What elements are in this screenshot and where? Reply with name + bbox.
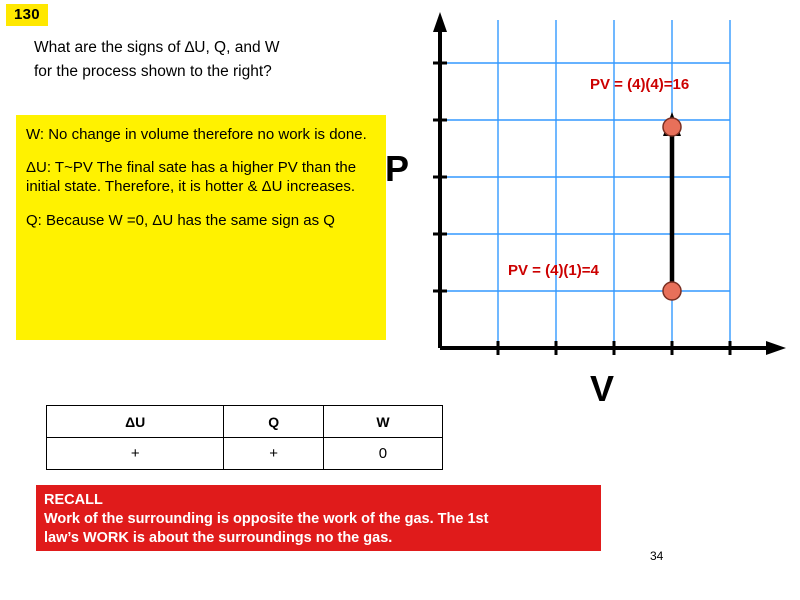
recall-title: RECALL bbox=[44, 492, 103, 508]
header-w: W bbox=[323, 406, 442, 438]
explanation-heat: Q: Because W =0, ΔU has the same sign as Q bbox=[26, 211, 335, 229]
page-number: 34 bbox=[650, 549, 664, 563]
annotation-final-pv: PV = (4)(4)=16 bbox=[590, 76, 690, 93]
question-line-1: What are the signs of ∆U, Q, and W bbox=[34, 39, 280, 56]
header-delta-u: ΔU bbox=[47, 406, 224, 438]
x-axis-label: V bbox=[590, 368, 615, 409]
recall-line-1: Work of the surrounding is opposite the work of the gas. The 1st bbox=[44, 511, 489, 528]
slide-number-badge: 130 bbox=[6, 4, 48, 26]
header-q: Q bbox=[224, 406, 324, 438]
explanation-work: W: No change in volume therefore no work is done. bbox=[26, 126, 367, 143]
final-state-point bbox=[663, 118, 681, 136]
question-text bbox=[34, 36, 394, 84]
x-axis-arrowhead bbox=[766, 341, 786, 355]
value-delta-u: + bbox=[47, 438, 224, 470]
question-line-2: for the process shown to the right? bbox=[34, 63, 272, 81]
table-row bbox=[47, 438, 443, 470]
value-w: 0 bbox=[323, 438, 442, 470]
recall-box bbox=[36, 485, 601, 551]
y-axis-label: P bbox=[385, 148, 410, 189]
initial-state-point bbox=[663, 282, 681, 300]
axis-ticks bbox=[433, 63, 730, 355]
pv-diagram bbox=[420, 8, 790, 388]
explanation-box bbox=[16, 115, 386, 340]
table-header-row bbox=[47, 406, 443, 438]
annotation-initial-pv: PV = (4)(1)=4 bbox=[508, 262, 599, 279]
pv-diagram-svg bbox=[420, 8, 790, 388]
grid-lines bbox=[440, 20, 730, 348]
value-q: + bbox=[224, 438, 324, 470]
explanation-internal-energy: ΔU: T~PV The final sate has a higher PV than the initial state. Therefore, it is hotter & ΔU increases. bbox=[26, 159, 357, 196]
y-axis-arrowhead bbox=[433, 12, 447, 32]
signs-table bbox=[46, 405, 443, 470]
recall-line-2: law’s WORK is about the surroundings no the gas. bbox=[44, 530, 393, 547]
